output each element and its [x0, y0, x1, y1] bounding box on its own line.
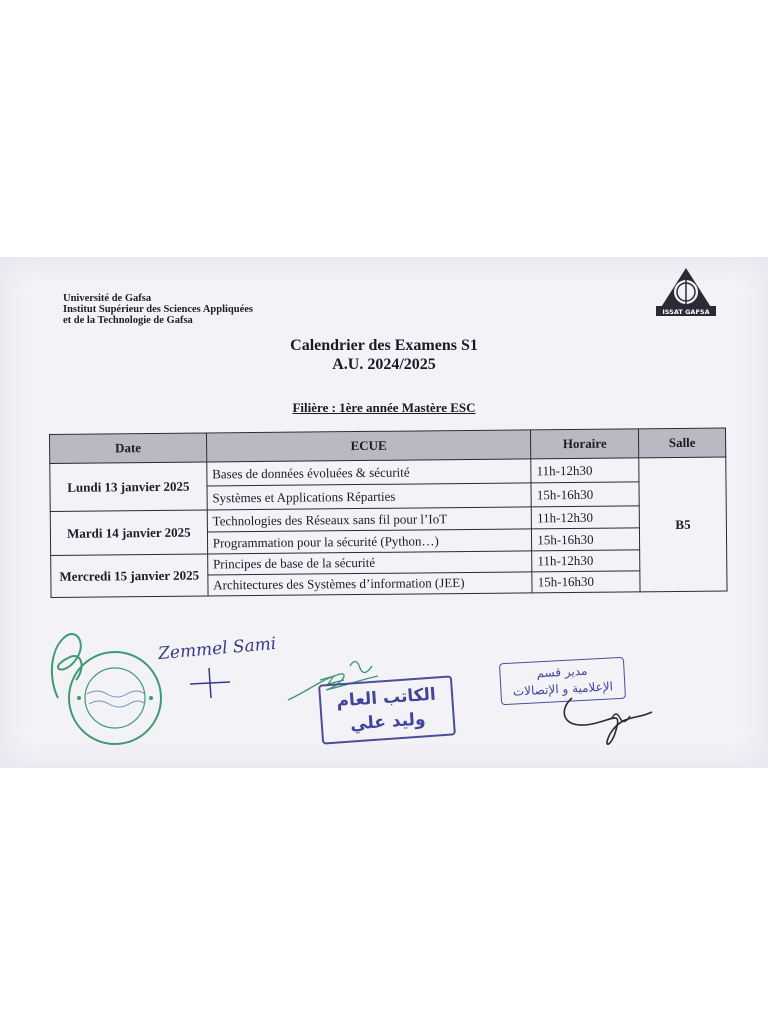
green-signature: [38, 628, 98, 708]
institute-name-line2: et de la Technologie de Gafsa: [63, 315, 193, 326]
header-salle: Salle: [639, 428, 726, 458]
header-date: Date: [50, 433, 207, 464]
university-name: Université de Gafsa: [63, 293, 152, 304]
exam-ecue: Programmation pour la sécurité (Python…): [207, 529, 532, 554]
document-title: Calendrier des Examens S1: [290, 337, 478, 354]
exam-schedule-table: [49, 428, 728, 598]
header-ecue: ECUE: [206, 430, 531, 462]
exam-ecue: Architectures des Systèmes d’information (JEE): [208, 572, 533, 596]
header-horaire: Horaire: [531, 429, 639, 459]
exam-ecue: Systèmes et Applications Réparties: [207, 483, 532, 510]
stamp-line1: الكاتب العام: [335, 684, 437, 712]
academic-year: A.U. 2024/2025: [332, 356, 436, 373]
signature-cross: [185, 664, 235, 700]
exam-date: Mardi 14 janvier 2025: [50, 510, 207, 556]
exam-ecue: Bases de données évoluées & sécurité: [207, 459, 532, 486]
institute-name-line1: Institut Supérieur des Sciences Appliquées: [63, 304, 253, 315]
institution-header: [63, 293, 253, 326]
exam-horaire: 15h-16h30: [532, 528, 640, 551]
secretary-general-stamp: [318, 675, 456, 744]
issat-logo: [656, 266, 716, 316]
exam-horaire: 15h-16h30: [531, 482, 639, 507]
exam-ecue: Principes de base de la sécurité: [207, 551, 532, 575]
handwritten-name: Zemmel Sami: [157, 633, 278, 665]
exam-horaire: 11h-12h30: [531, 506, 639, 529]
dept-stamp-line2: الإعلامية و الإتصالات: [512, 679, 614, 699]
exam-horaire: 15h-16h30: [532, 571, 640, 593]
dept-stamp-line1: مدير قسم: [536, 663, 588, 681]
exam-date: Mercredi 15 janvier 2025: [51, 554, 208, 598]
exam-horaire: 11h-12h30: [532, 550, 640, 572]
exam-date: Lundi 13 janvier 2025: [50, 462, 207, 512]
exam-horaire: 11h-12h30: [531, 458, 639, 483]
exam-salle: B5: [639, 457, 727, 592]
logo-text: ISSAT GAFSA: [662, 308, 710, 316]
filiere-label: Filière : 1ère année Mastère ESC: [292, 400, 476, 415]
exam-ecue: Technologies des Réseaux sans fil pour l’IoT: [207, 507, 532, 532]
stamp-line2: وليد علي: [349, 709, 427, 735]
department-head-signature: [552, 690, 662, 752]
